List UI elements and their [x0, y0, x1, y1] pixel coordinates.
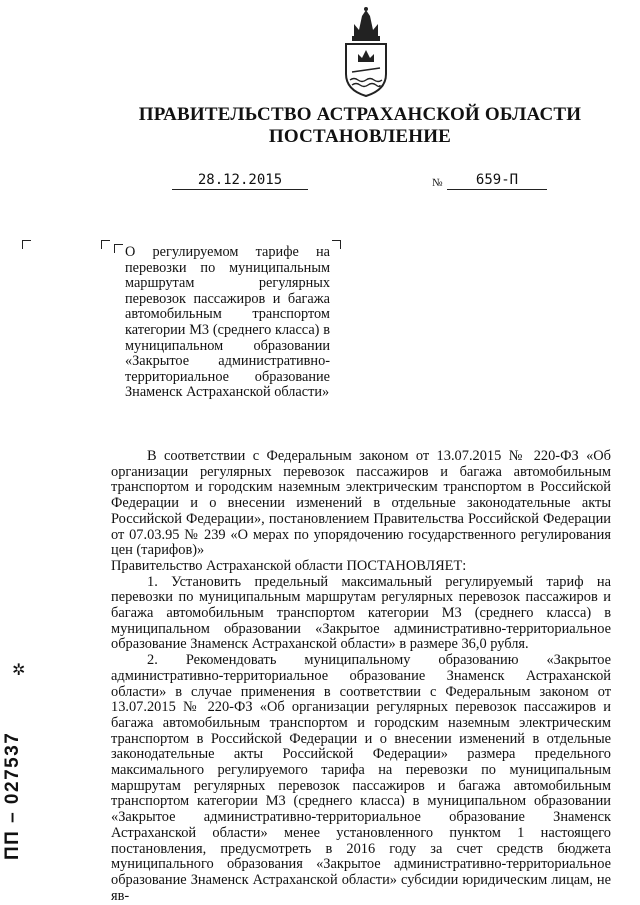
body-decree: Правительство Астраханской области ПОСТАНОВЛЯЕТ: [111, 557, 467, 574]
document-date: 28.12.2015 [172, 171, 308, 190]
side-serial-code: ПП – 027537 [2, 731, 23, 860]
title-line-2: ПОСТАНОВЛЕНИЕ [268, 126, 452, 147]
corner-mark-left [22, 240, 31, 249]
corner-mark-subject-inner [114, 244, 123, 253]
stamp-mark-icon: ✲ [12, 662, 26, 679]
body-preamble: В соответствии с Федеральным законом от 13.07.2015 № 220-ФЗ «Об организации регулярных перевозок пассажиров и багажа автомобильным транспортом и городским наземным электрическим транспортом в Российской Федерации и о внесении изменений в отдельные законодательные акты Российской Федерации», постановлением Правительства Российской Федерации от 07.03.95 № 239 «О мерах по упорядочению государственного регулирования цен (тарифов)» [111, 448, 611, 559]
coat-of-arms-icon [340, 6, 392, 98]
title-line-1: ПРАВИТЕЛЬСТВО АСТРАХАНСКОЙ ОБЛАСТИ [138, 104, 582, 125]
document-body [111, 449, 611, 904]
corner-mark-subject-right [332, 240, 341, 249]
government-title [0, 104, 640, 148]
body-item-2: 2. Рекомендовать муниципальному образованию «Закрытое административно-территориальное образование Знаменск Астраханской области» в случае применения в соответствии с Федеральным законом от 13.07.2015 № 220-ФЗ «Об организации регулярных перевозок пассажиров и багажа автомобильным транспортом и городским наземным электрическим транспортом в Российской Федерации и о внесении изменений в отдельные законодательные акты Российской Федерации» размера предельного максимального регулируемого тарифа на перевозки по муниципальным маршрутам регулярных перевозок пассажиров и багажа автомобильным транспортом категории М3 (среднего класса) в муниципальном образовании «Закрытое административно-территориальное образование Знаменск Астраханской области» менее установленного пунктом 1 настоящего постановления, предусмотреть в 2016 году за счет средств бюджета муниципального образования «Закрытое административно-территориальное образование Знаменск Астраханской области» субсидии юридическим лицам, не яв- [111, 652, 611, 904]
number-label: № [432, 177, 443, 189]
coat-of-arms-emblem [340, 6, 392, 98]
corner-mark-subject-left [101, 240, 110, 249]
body-item-1: 1. Установить предельный максимальный регулируемый тариф на перевозки по муниципальным маршрутам регулярных перевозок пассажиров и багажа автомобильным транспортом категории М3 (среднего класса) в муниципальном образовании «Закрытое административно-территориальное образование Знаменск Астраханской области» в размере 36,0 рубля. [111, 573, 611, 653]
document-subject: О регулируемом тарифе на перевозки по муниципальным маршрутам регулярных перевозок пассажиров и багажа автомобильным транспортом категории М3 (среднего класса) в муниципальном образовании «Закрытое административно-территориальное образование Знаменск Астраханской области» [125, 244, 330, 401]
document-number: 659-П [447, 171, 547, 190]
